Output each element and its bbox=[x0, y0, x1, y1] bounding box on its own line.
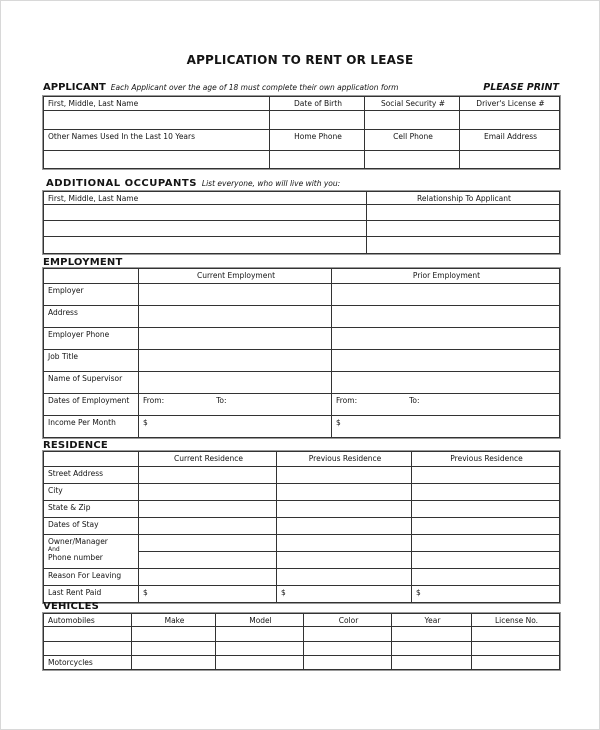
color-input-cell[interactable] bbox=[304, 627, 392, 642]
dollar-sign: $ bbox=[143, 418, 148, 427]
dates-of-stay-label: Dates of Stay bbox=[44, 518, 139, 535]
applicant-table bbox=[43, 96, 560, 169]
from-label: From: bbox=[336, 396, 358, 405]
dates-of-stay-prev1-input-cell[interactable] bbox=[277, 518, 412, 535]
occupant-row-2 bbox=[44, 221, 560, 237]
last-rent-label: Last Rent Paid bbox=[44, 586, 139, 603]
last-rent-row bbox=[44, 586, 560, 603]
dates-of-stay-current-input-cell[interactable] bbox=[139, 518, 277, 535]
motorcycles-row bbox=[44, 656, 560, 670]
year-input-cell[interactable] bbox=[392, 627, 472, 642]
residence-heading: RESIDENCE bbox=[43, 440, 108, 451]
income-row bbox=[44, 416, 560, 438]
and-line: And bbox=[48, 546, 60, 553]
supervisor-prior-input-cell[interactable] bbox=[332, 372, 560, 394]
home-phone-header: Home Phone bbox=[270, 130, 365, 151]
employer-phone-current-input-cell[interactable] bbox=[139, 328, 332, 350]
employer-address-row bbox=[44, 306, 560, 328]
reason-leaving-prev1-input-cell[interactable] bbox=[277, 569, 412, 586]
dates-of-stay-prev2-input-cell[interactable] bbox=[412, 518, 560, 535]
applicant-section-heading bbox=[43, 82, 559, 93]
year-input-cell[interactable] bbox=[392, 656, 472, 670]
model-input-cell[interactable] bbox=[216, 656, 304, 670]
state-zip-label: State & Zip bbox=[44, 501, 139, 518]
employment-dates-prior-input-cell[interactable] bbox=[332, 394, 560, 416]
last-rent-prev1-input-cell[interactable] bbox=[277, 586, 412, 603]
relationship-input-cell[interactable] bbox=[367, 221, 560, 237]
other-names-input-cell[interactable] bbox=[44, 151, 270, 169]
from-label: From: bbox=[143, 396, 165, 405]
state-zip-current-input-cell[interactable] bbox=[139, 501, 277, 518]
reason-leaving-label: Reason For Leaving bbox=[44, 569, 139, 586]
city-row bbox=[44, 484, 560, 501]
occupant-row-3 bbox=[44, 237, 560, 254]
income-current-input-cell[interactable] bbox=[139, 416, 332, 438]
employer-row bbox=[44, 284, 560, 306]
previous-residence-header: Previous Residence bbox=[412, 452, 560, 467]
applicant-header-row-2 bbox=[44, 130, 560, 151]
model-input-cell[interactable] bbox=[216, 627, 304, 642]
current-residence-header: Current Residence bbox=[139, 452, 277, 467]
model-header: Model bbox=[216, 614, 304, 627]
dollar-sign: $ bbox=[336, 418, 341, 427]
automobiles-header: Automobiles bbox=[44, 614, 132, 627]
owner-manager-prev2-input-cell[interactable] bbox=[412, 535, 560, 552]
automobile-row-1 bbox=[44, 627, 560, 642]
state-zip-row bbox=[44, 501, 560, 518]
employment-header-row bbox=[44, 269, 560, 284]
year-input-cell[interactable] bbox=[392, 642, 472, 656]
owner-manager-label bbox=[44, 535, 139, 569]
previous-residence-header: Previous Residence bbox=[277, 452, 412, 467]
occupant-name-header: First, Middle, Last Name bbox=[44, 192, 367, 205]
license-input-cell[interactable] bbox=[472, 627, 560, 642]
employer-phone-label: Employer Phone bbox=[44, 328, 139, 350]
city-label: City bbox=[44, 484, 139, 501]
cell-phone-header: Cell Phone bbox=[365, 130, 460, 151]
drivers-license-input-cell[interactable] bbox=[460, 111, 560, 130]
dob-header: Date of Birth bbox=[270, 97, 365, 111]
occupants-header-row bbox=[44, 192, 560, 205]
residence-corner-cell bbox=[44, 452, 139, 467]
color-header: Color bbox=[304, 614, 392, 627]
city-current-input-cell[interactable] bbox=[139, 484, 277, 501]
employment-dates-current-input-cell[interactable] bbox=[139, 394, 332, 416]
income-prior-input-cell[interactable] bbox=[332, 416, 560, 438]
license-no-header: License No. bbox=[472, 614, 560, 627]
email-header: Email Address bbox=[460, 130, 560, 151]
name-input-cell[interactable] bbox=[44, 111, 270, 130]
relationship-input-cell[interactable] bbox=[367, 205, 560, 221]
phone-number-line: Phone number bbox=[48, 553, 103, 563]
city-prev2-input-cell[interactable] bbox=[412, 484, 560, 501]
job-title-row bbox=[44, 350, 560, 372]
occupants-heading: ADDITIONAL OCCUPANTS bbox=[46, 178, 197, 189]
automobile-input-cell[interactable] bbox=[44, 627, 132, 642]
address-prior-input-cell[interactable] bbox=[332, 306, 560, 328]
vehicles-table bbox=[43, 613, 560, 670]
reason-leaving-current-input-cell[interactable] bbox=[139, 569, 277, 586]
dollar-sign: $ bbox=[281, 588, 286, 597]
license-input-cell[interactable] bbox=[472, 642, 560, 656]
make-header: Make bbox=[132, 614, 216, 627]
employment-table bbox=[43, 268, 560, 438]
other-names-header: Other Names Used In the Last 10 Years bbox=[44, 130, 270, 151]
occupant-name-input-cell[interactable] bbox=[44, 205, 367, 221]
street-address-row bbox=[44, 467, 560, 484]
dollar-sign: $ bbox=[416, 588, 421, 597]
residence-table bbox=[43, 451, 560, 603]
last-rent-current-input-cell[interactable] bbox=[139, 586, 277, 603]
cell-phone-input-cell[interactable] bbox=[365, 151, 460, 169]
page-title: APPLICATION TO RENT OR LEASE bbox=[186, 53, 414, 67]
income-label: Income Per Month bbox=[44, 416, 139, 438]
employment-dates-label: Dates of Employment bbox=[44, 394, 139, 416]
automobile-input-cell[interactable] bbox=[44, 642, 132, 656]
address-current-input-cell[interactable] bbox=[139, 306, 332, 328]
supervisor-row bbox=[44, 372, 560, 394]
address-label: Address bbox=[44, 306, 139, 328]
state-zip-prev1-input-cell[interactable] bbox=[277, 501, 412, 518]
year-header: Year bbox=[392, 614, 472, 627]
ssn-header: Social Security # bbox=[365, 97, 460, 111]
employer-label: Employer bbox=[44, 284, 139, 306]
home-phone-input-cell[interactable] bbox=[270, 151, 365, 169]
occupant-row-1 bbox=[44, 205, 560, 221]
license-input-cell[interactable] bbox=[472, 656, 560, 670]
job-title-label: Job Title bbox=[44, 350, 139, 372]
vehicles-header-row bbox=[44, 614, 560, 627]
job-title-prior-input-cell[interactable] bbox=[332, 350, 560, 372]
color-input-cell[interactable] bbox=[304, 642, 392, 656]
occupants-section-heading bbox=[46, 178, 559, 189]
street-address-prev1-input-cell[interactable] bbox=[277, 467, 412, 484]
employment-heading: EMPLOYMENT bbox=[43, 257, 123, 268]
occupants-table bbox=[43, 191, 560, 254]
motorcycles-label: Motorcycles bbox=[44, 656, 132, 670]
occupant-name-input-cell[interactable] bbox=[44, 237, 367, 254]
street-address-current-input-cell[interactable] bbox=[139, 467, 277, 484]
make-input-cell[interactable] bbox=[132, 656, 216, 670]
prior-employment-header: Prior Employment bbox=[332, 269, 560, 284]
to-label: To: bbox=[409, 396, 420, 405]
owner-manager-current-input-cell[interactable] bbox=[139, 535, 277, 552]
drivers-license-header: Driver's License # bbox=[460, 97, 560, 111]
reason-leaving-row bbox=[44, 569, 560, 586]
owner-phone-current-input-cell[interactable] bbox=[139, 552, 277, 569]
city-prev1-input-cell[interactable] bbox=[277, 484, 412, 501]
job-title-current-input-cell[interactable] bbox=[139, 350, 332, 372]
applicant-input-row-1 bbox=[44, 111, 560, 130]
color-input-cell[interactable] bbox=[304, 656, 392, 670]
model-input-cell[interactable] bbox=[216, 642, 304, 656]
employment-corner-cell bbox=[44, 269, 139, 284]
owner-phone-prev1-input-cell[interactable] bbox=[277, 552, 412, 569]
dob-input-cell[interactable] bbox=[270, 111, 365, 130]
employer-phone-row bbox=[44, 328, 560, 350]
street-address-label: Street Address bbox=[44, 467, 139, 484]
owner-manager-line: Owner/Manager bbox=[48, 537, 108, 546]
dates-of-stay-row bbox=[44, 518, 560, 535]
street-address-prev2-input-cell[interactable] bbox=[412, 467, 560, 484]
dollar-sign: $ bbox=[143, 588, 148, 597]
owner-manager-row-1 bbox=[44, 535, 560, 552]
please-print-label: PLEASE PRINT bbox=[483, 82, 559, 93]
make-input-cell[interactable] bbox=[132, 627, 216, 642]
applicant-note: Each Applicant over the age of 18 must complete their own application form bbox=[110, 83, 399, 92]
supervisor-label: Name of Supervisor bbox=[44, 372, 139, 394]
occupant-name-input-cell[interactable] bbox=[44, 221, 367, 237]
employer-prior-input-cell[interactable] bbox=[332, 284, 560, 306]
owner-phone-prev2-input-cell[interactable] bbox=[412, 552, 560, 569]
make-input-cell[interactable] bbox=[132, 642, 216, 656]
automobile-row-2 bbox=[44, 642, 560, 656]
state-zip-prev2-input-cell[interactable] bbox=[412, 501, 560, 518]
owner-manager-prev1-input-cell[interactable] bbox=[277, 535, 412, 552]
relationship-header: Relationship To Applicant bbox=[367, 192, 560, 205]
employer-current-input-cell[interactable] bbox=[139, 284, 332, 306]
residence-header-row bbox=[44, 452, 560, 467]
vehicles-heading: VEHICLES bbox=[43, 601, 100, 612]
to-label: To: bbox=[216, 396, 227, 405]
supervisor-current-input-cell[interactable] bbox=[139, 372, 332, 394]
name-header: First, Middle, Last Name bbox=[44, 97, 270, 111]
applicant-header-row-1 bbox=[44, 97, 560, 111]
applicant-input-row-2 bbox=[44, 151, 560, 169]
applicant-heading: APPLICANT bbox=[43, 82, 106, 93]
relationship-input-cell[interactable] bbox=[367, 237, 560, 254]
email-input-cell[interactable] bbox=[460, 151, 560, 169]
ssn-input-cell[interactable] bbox=[365, 111, 460, 130]
employer-phone-prior-input-cell[interactable] bbox=[332, 328, 560, 350]
current-employment-header: Current Employment bbox=[139, 269, 332, 284]
employment-dates-row bbox=[44, 394, 560, 416]
occupants-note: List everyone, who will live with you: bbox=[201, 179, 341, 188]
reason-leaving-prev2-input-cell[interactable] bbox=[412, 569, 560, 586]
last-rent-prev2-input-cell[interactable] bbox=[412, 586, 560, 603]
